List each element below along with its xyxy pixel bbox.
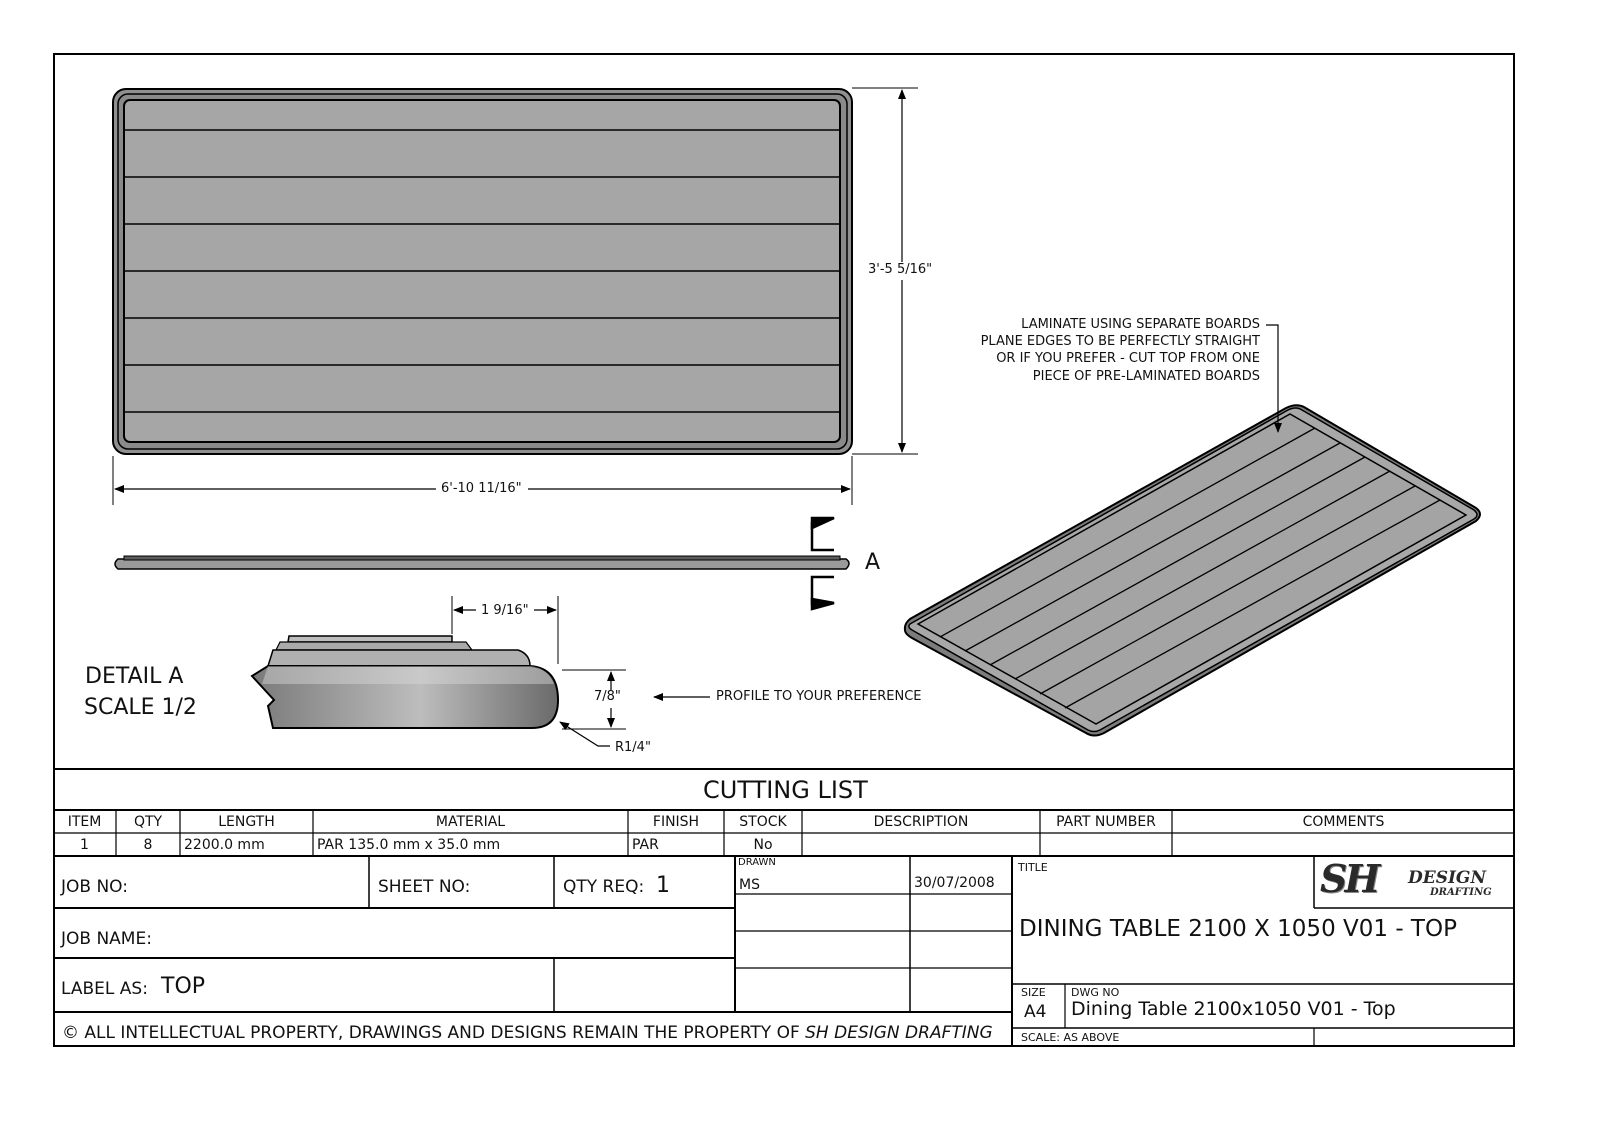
height-dimension-text: 3'-5 5/16" [868,262,933,277]
laminate-note-line: OR IF YOU PREFER - CUT TOP FROM ONE [996,351,1260,366]
row-length: 2200.0 mm [184,837,265,853]
profile-note: PROFILE TO YOUR PREFERENCE [716,689,922,704]
drawn-date: 30/07/2008 [914,875,995,891]
copyright-notice [62,1025,993,1042]
drawing-title: DINING TABLE 2100 X 1050 V01 - TOP [1019,916,1457,942]
row-stock: No [753,837,773,853]
drawn-label: DRAWN [738,857,776,868]
header-item: ITEM [67,814,102,830]
radius-text: R1/4" [615,740,651,755]
header-length: LENGTH [218,814,275,830]
row-qty: 8 [143,837,153,853]
detail-height-text: 7/8" [594,689,621,704]
detail-scale: SCALE 1/2 [84,695,197,720]
qty-req-label: QTY REQ: [563,877,645,897]
detail-width-text: 1 9/16" [481,603,529,618]
row-material: PAR 135.0 mm x 35.0 mm [317,837,501,853]
header-material: MATERIAL [435,814,506,830]
section-marker-label: A [865,550,881,575]
laminate-note-line: PIECE OF PRE-LAMINATED BOARDS [1032,369,1260,384]
row-item: 1 [80,837,89,853]
header-comments: COMMENTS [1302,814,1385,830]
row-finish: PAR [632,837,659,853]
header-part-number: PART NUMBER [1056,814,1156,830]
qty-req-value: 1 [656,873,670,898]
header-qty: QTY [133,814,163,830]
copyright-owner: SH DESIGN DRAFTING [805,1023,993,1043]
dwg-no-value: Dining Table 2100x1050 V01 - Top [1071,998,1396,1020]
label-as-label: LABEL AS: [61,979,148,999]
detail-title: DETAIL A [85,664,184,689]
size-value: A4 [1024,1002,1047,1022]
label-as-value: TOP [161,974,206,999]
drawn-by: MS [739,877,760,893]
header-stock: STOCK [739,814,787,830]
dwg-no-label: DWG NO [1071,986,1120,999]
company-logo [1320,858,1510,906]
title-label: TITLE [1018,861,1048,874]
laminate-note-line: PLANE EDGES TO BE PERFECTLY STRAIGHT [980,334,1260,349]
logo-drafting: DRAFTING [1430,887,1492,898]
scale-text: SCALE: AS ABOVE [1021,1031,1120,1044]
job-name-label: JOB NAME: [61,929,152,949]
sheet-no-label: SHEET NO: [378,877,471,897]
laminate-note-line: LAMINATE USING SEPARATE BOARDS [1021,317,1260,332]
header-finish: FINISH [652,814,700,830]
cutting-list-title: CUTTING LIST [703,776,868,804]
size-label: SIZE [1021,986,1046,999]
sheet-border [53,53,1515,1047]
copyright-prefix: © ALL INTELLECTUAL PROPERTY, DRAWINGS AND DESIGNS REMAIN THE PROPERTY OF [62,1023,806,1043]
header-description: DESCRIPTION [873,814,969,830]
logo-sh: SH [1320,856,1378,901]
width-dimension-text: 6'-10 11/16" [441,481,522,496]
job-no-label: JOB NO: [61,877,128,897]
logo-design: DESIGN [1408,868,1486,888]
